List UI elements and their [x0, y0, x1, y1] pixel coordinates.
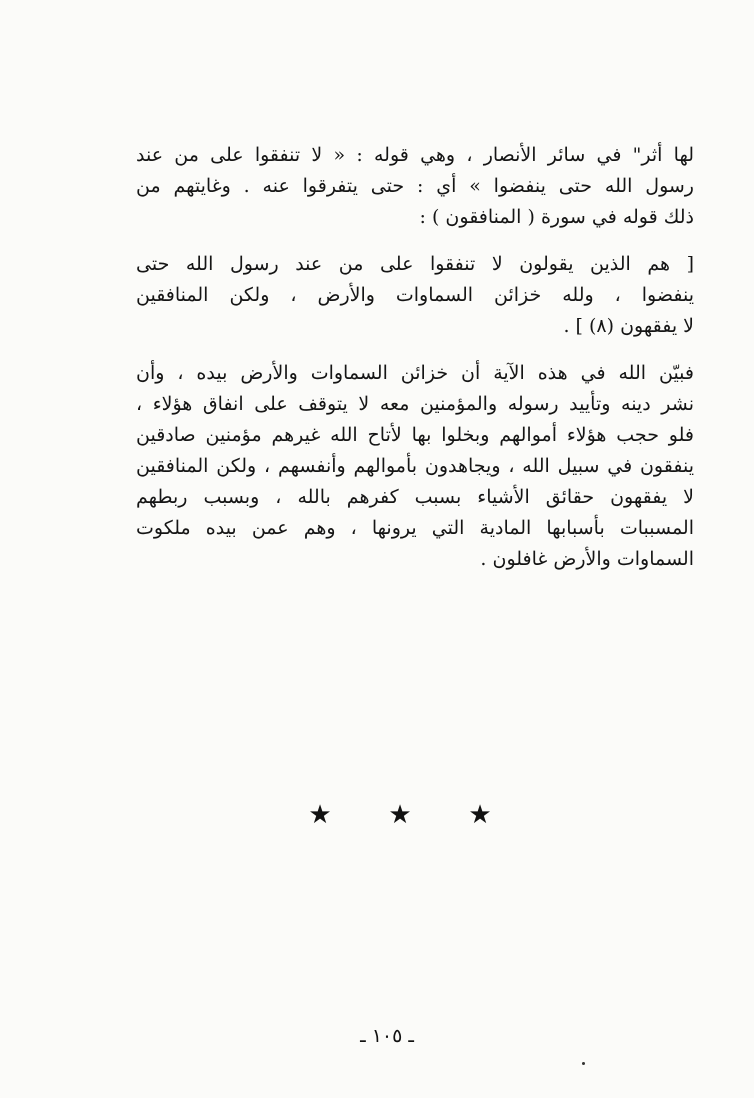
text-line: ينفقون في سبيل الله ، ويجاهدون بأموالهم وأنفسهم ، ولكن المنافقين [136, 455, 694, 477]
text-line: فبيّن الله في هذه الآية أن خزائن السماوات والأرض بيده ، وأن [136, 362, 694, 384]
text-line: لا يفقهون (٨) ] . [563, 315, 694, 337]
text-line: ذلك قوله في سورة ( المنافقون ) : [419, 206, 694, 228]
text-line: [ هم الذين يقولون لا تنفقوا على من عند رسول الله حتى [136, 253, 694, 275]
star-icon: ★ [388, 800, 412, 830]
star-icon: ★ [468, 800, 492, 830]
paragraph-3 [136, 358, 694, 575]
scan-speck [582, 1062, 585, 1065]
text-line: نشر دينه وتأييد رسوله والمؤمنين معه لا يتوقف على انفاق هؤلاء ، [136, 393, 694, 415]
page-number: ـ ١٠٥ ـ [360, 1025, 414, 1047]
paragraph-1 [136, 140, 694, 233]
quran-quote-paragraph [136, 249, 694, 342]
section-divider [300, 797, 500, 833]
star-icon: ★ [308, 800, 332, 830]
text-line: ينفضوا ، ولله خزائن السماوات والأرض ، ولكن المنافقين [136, 284, 694, 306]
text-line: فلو حجب هؤلاء أموالهم وبخلوا بها لأتاح الله غيرهم مؤمنين صادقين [136, 424, 694, 446]
text-line: المسببات بأسبابها المادية التي يرونها ، وهم عمن بيده ملكوت [136, 517, 694, 539]
text-line: لها أثر" في سائر الأنصار ، وهي قوله : « لا تنفقوا على من عند [136, 144, 694, 166]
text-line: السماوات والأرض غافلون . [480, 548, 694, 570]
text-line: رسول الله حتى ينفضوا » أي : حتى يتفرقوا عنه . وغايتهم من [136, 175, 694, 197]
text-line: لا يفقهون حقائق الأشياء بسبب كفرهم بالله ، وبسبب ربطهم [136, 486, 694, 508]
